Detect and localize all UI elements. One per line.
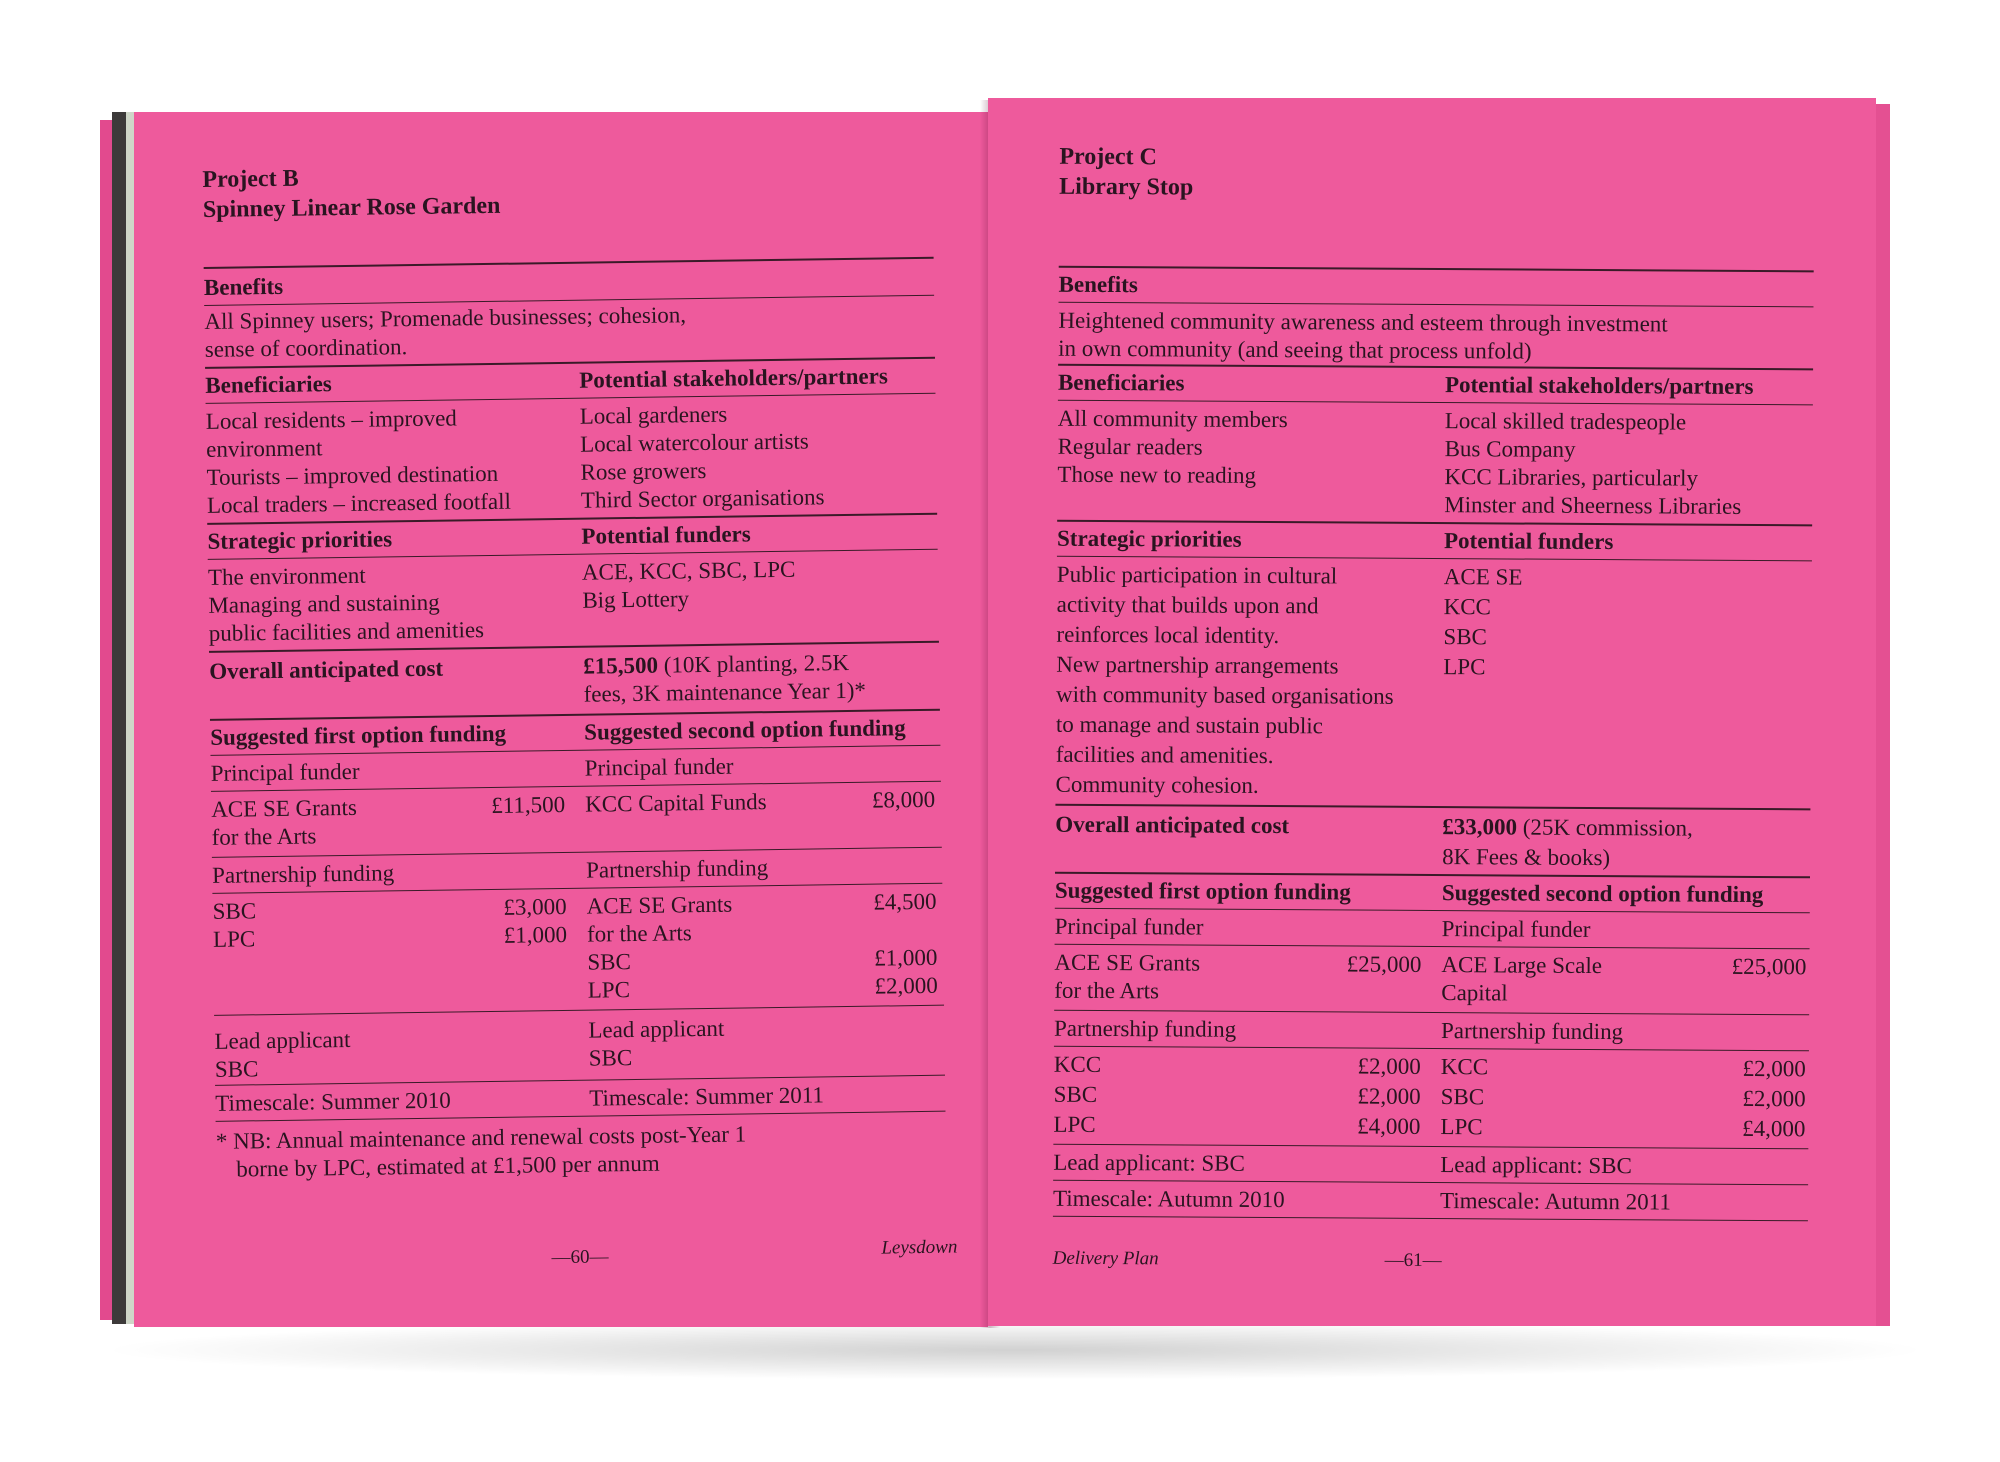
right-page-content [984, 95, 1879, 1328]
second-option-heading: Suggested second option funding [584, 715, 906, 745]
partner-name: SBC [1053, 1081, 1098, 1107]
lead-applicant: Lead applicant: SBC [1053, 1149, 1245, 1176]
partnership-label: Partnership funding [585, 855, 769, 883]
right-page [988, 98, 1876, 1326]
partner-name: LPC [1440, 1114, 1483, 1140]
cost-heading: Overall anticipated cost [209, 655, 444, 684]
footnote: * NB: Annual maintenance and renewal costs post-Year 1 [215, 1121, 747, 1154]
benefits-heading: Benefits [203, 273, 284, 300]
timescale: Timescale: Summer 2010 [215, 1087, 452, 1116]
stakeholder-item: Third Sector organisations [580, 484, 825, 513]
timescale: Timescale: Summer 2011 [589, 1082, 825, 1111]
timescale: Timescale: Autumn 2011 [1439, 1188, 1671, 1215]
cost-note: (10K planting, 2.5K [663, 649, 850, 678]
rule [214, 1005, 944, 1016]
partner-name: LPC [587, 977, 631, 1003]
second-principal: KCC Capital Funds [585, 789, 767, 817]
funder-item: KCC [1443, 594, 1492, 620]
partner-amount: £4,000 [1742, 1115, 1806, 1142]
page-block-edge-right [1876, 104, 1890, 1326]
partner-amount: £4,000 [1357, 1113, 1421, 1139]
beneficiaries-heading: Beneficiaries [205, 371, 332, 398]
second-principal: ACE Large Scale [1441, 952, 1603, 979]
running-head: Delivery Plan [1052, 1247, 1159, 1270]
priority-item: to manage and sustain public [1055, 711, 1323, 739]
first-principal: for the Arts [211, 823, 317, 850]
stakeholder-item: Rose growers [580, 457, 707, 485]
priority-item: with community based organisations [1056, 681, 1394, 709]
running-head: Leysdown [881, 1236, 958, 1259]
project-title: Spinney Linear Rose Garden [202, 192, 501, 223]
first-option-heading: Suggested first option funding [1054, 877, 1351, 905]
rule [215, 1075, 945, 1086]
second-principal-amount: £25,000 [1731, 953, 1807, 980]
principal-label: Principal funder [584, 753, 734, 781]
cost-heading: Overall anticipated cost [1055, 811, 1290, 839]
priority-item: Public participation in cultural [1056, 561, 1338, 589]
partner-amount: £1,000 [503, 921, 568, 948]
first-principal: ACE SE Grants [211, 794, 358, 822]
partner-name: SBC [587, 949, 632, 975]
first-principal-amount: £11,500 [491, 791, 566, 818]
funder-item: LPC [1443, 654, 1486, 680]
partner-amount: £1,000 [873, 944, 938, 971]
stakeholder-item: Local watercolour artists [579, 428, 809, 457]
left-page-content [126, 106, 997, 1333]
partner-name: SBC [212, 898, 257, 924]
first-option-heading: Suggested first option funding [210, 720, 507, 750]
partner-name: KCC [1053, 1051, 1102, 1077]
second-principal-amount: £8,000 [871, 786, 936, 813]
partnership-label: Partnership funding [1440, 1018, 1624, 1045]
page-number: —60— [551, 1246, 609, 1269]
project-title: Library Stop [1059, 173, 1194, 201]
priorities-heading: Strategic priorities [1056, 525, 1242, 552]
priority-item: facilities and amenities. [1055, 741, 1274, 769]
rule [212, 847, 942, 858]
beneficiary-item: Those new to reading [1057, 461, 1257, 488]
beneficiary-item: environment [206, 435, 323, 462]
funder-item: Big Lottery [582, 586, 690, 613]
funders-heading: Potential funders [1443, 528, 1614, 555]
funder-item: SBC [1443, 624, 1488, 650]
benefits-heading: Benefits [1058, 271, 1138, 298]
second-principal: Capital [1441, 980, 1508, 1006]
stakeholder-item: KCC Libraries, particularly [1444, 464, 1699, 491]
benefits-line: sense of coordination. [204, 334, 408, 362]
lead-value: SBC [214, 1056, 259, 1082]
rule [1054, 1046, 1809, 1052]
beneficiary-item: Local traders – increased footfall [206, 488, 512, 518]
principal-label: Principal funder [1441, 916, 1591, 942]
stakeholder-item: Local gardeners [579, 401, 728, 429]
partner-name: LPC [212, 926, 256, 952]
second-option-heading: Suggested second option funding [1441, 880, 1764, 908]
project-label: Project B [202, 165, 299, 193]
partner-amount: £2,000 [874, 972, 938, 999]
beneficiary-item: Local residents – improved [205, 405, 457, 434]
first-principal: ACE SE Grants [1054, 949, 1201, 976]
priority-item: The environment [207, 562, 366, 590]
partnership-label: Partnership funding [1053, 1015, 1237, 1042]
footnote: borne by LPC, estimated at £1,500 per annum [236, 1150, 660, 1182]
priority-item: Community cohesion. [1055, 771, 1259, 798]
cost-note: fees, 3K maintenance Year 1)* [583, 677, 867, 707]
partner-amount: £2,000 [1742, 1085, 1806, 1112]
timescale: Timescale: Autumn 2010 [1052, 1185, 1285, 1213]
cost-note: 8K Fees & books) [1442, 844, 1611, 871]
partner-name: LPC [1053, 1111, 1096, 1137]
cost-amount: £15,500 [583, 652, 659, 679]
priority-item: activity that builds upon and [1056, 591, 1319, 619]
priority-item: reinforces local identity. [1056, 621, 1280, 649]
page-number: —61— [1384, 1249, 1442, 1272]
stakeholder-item: Minster and Sheerness Libraries [1444, 492, 1742, 519]
principal-label: Principal funder [210, 758, 360, 786]
lead-value: SBC [588, 1045, 633, 1071]
funder-item: ACE SE [1443, 564, 1523, 590]
stakeholder-item: Bus Company [1444, 436, 1576, 462]
beneficiary-item: Regular readers [1057, 433, 1203, 460]
partner-name: ACE SE Grants [586, 891, 733, 919]
funder-item: ACE, KCC, SBC, LPC [581, 556, 796, 585]
partner-amount: £2,000 [1357, 1083, 1421, 1109]
partner-amount: £2,000 [1742, 1055, 1806, 1082]
beneficiary-item: Tourists – improved destination [206, 460, 499, 490]
section-rule [204, 257, 934, 269]
rule [1053, 1216, 1808, 1222]
benefits-line: Heightened community awareness and esteem through investment [1058, 307, 1668, 337]
partner-name: KCC [1440, 1054, 1489, 1080]
stakeholder-item: Local skilled tradespeople [1444, 408, 1687, 435]
stakeholders-heading: Potential stakeholders/partners [579, 363, 888, 393]
cost-amount: £33,000 [1442, 814, 1518, 840]
first-principal: for the Arts [1054, 977, 1160, 1004]
partner-amount: £2,000 [1357, 1053, 1421, 1079]
first-principal-amount: £25,000 [1346, 951, 1422, 977]
partner-name: for the Arts [586, 920, 692, 947]
priority-item: Managing and sustaining [208, 589, 440, 618]
priority-item: New partnership arrangements [1056, 651, 1339, 679]
principal-label: Principal funder [1054, 913, 1204, 940]
partner-amount: £3,000 [503, 893, 567, 920]
funders-heading: Potential funders [581, 521, 751, 549]
benefits-line: All Spinney users; Promenade businesses; cohesion, [204, 302, 687, 334]
partner-amount: £4,500 [873, 888, 937, 915]
priority-item: public facilities and amenities [208, 617, 485, 646]
stakeholders-heading: Potential stakeholders/partners [1444, 372, 1754, 399]
project-label: Project C [1059, 143, 1157, 171]
partner-name: SBC [1440, 1084, 1485, 1110]
beneficiaries-heading: Beneficiaries [1057, 369, 1185, 396]
lead-applicant: Lead applicant: SBC [1440, 1152, 1632, 1179]
section-rule [1055, 804, 1810, 811]
section-rule [1059, 266, 1814, 273]
left-page [134, 112, 988, 1327]
benefits-line: in own community (and seeing that process unfold) [1058, 335, 1532, 364]
lead-label: Lead applicant [588, 1015, 725, 1043]
priorities-heading: Strategic priorities [207, 526, 393, 554]
lead-label: Lead applicant [214, 1026, 351, 1054]
partnership-label: Partnership funding [211, 860, 395, 888]
beneficiary-item: All community members [1057, 405, 1288, 433]
cost-note: (25K commission, [1522, 814, 1693, 841]
